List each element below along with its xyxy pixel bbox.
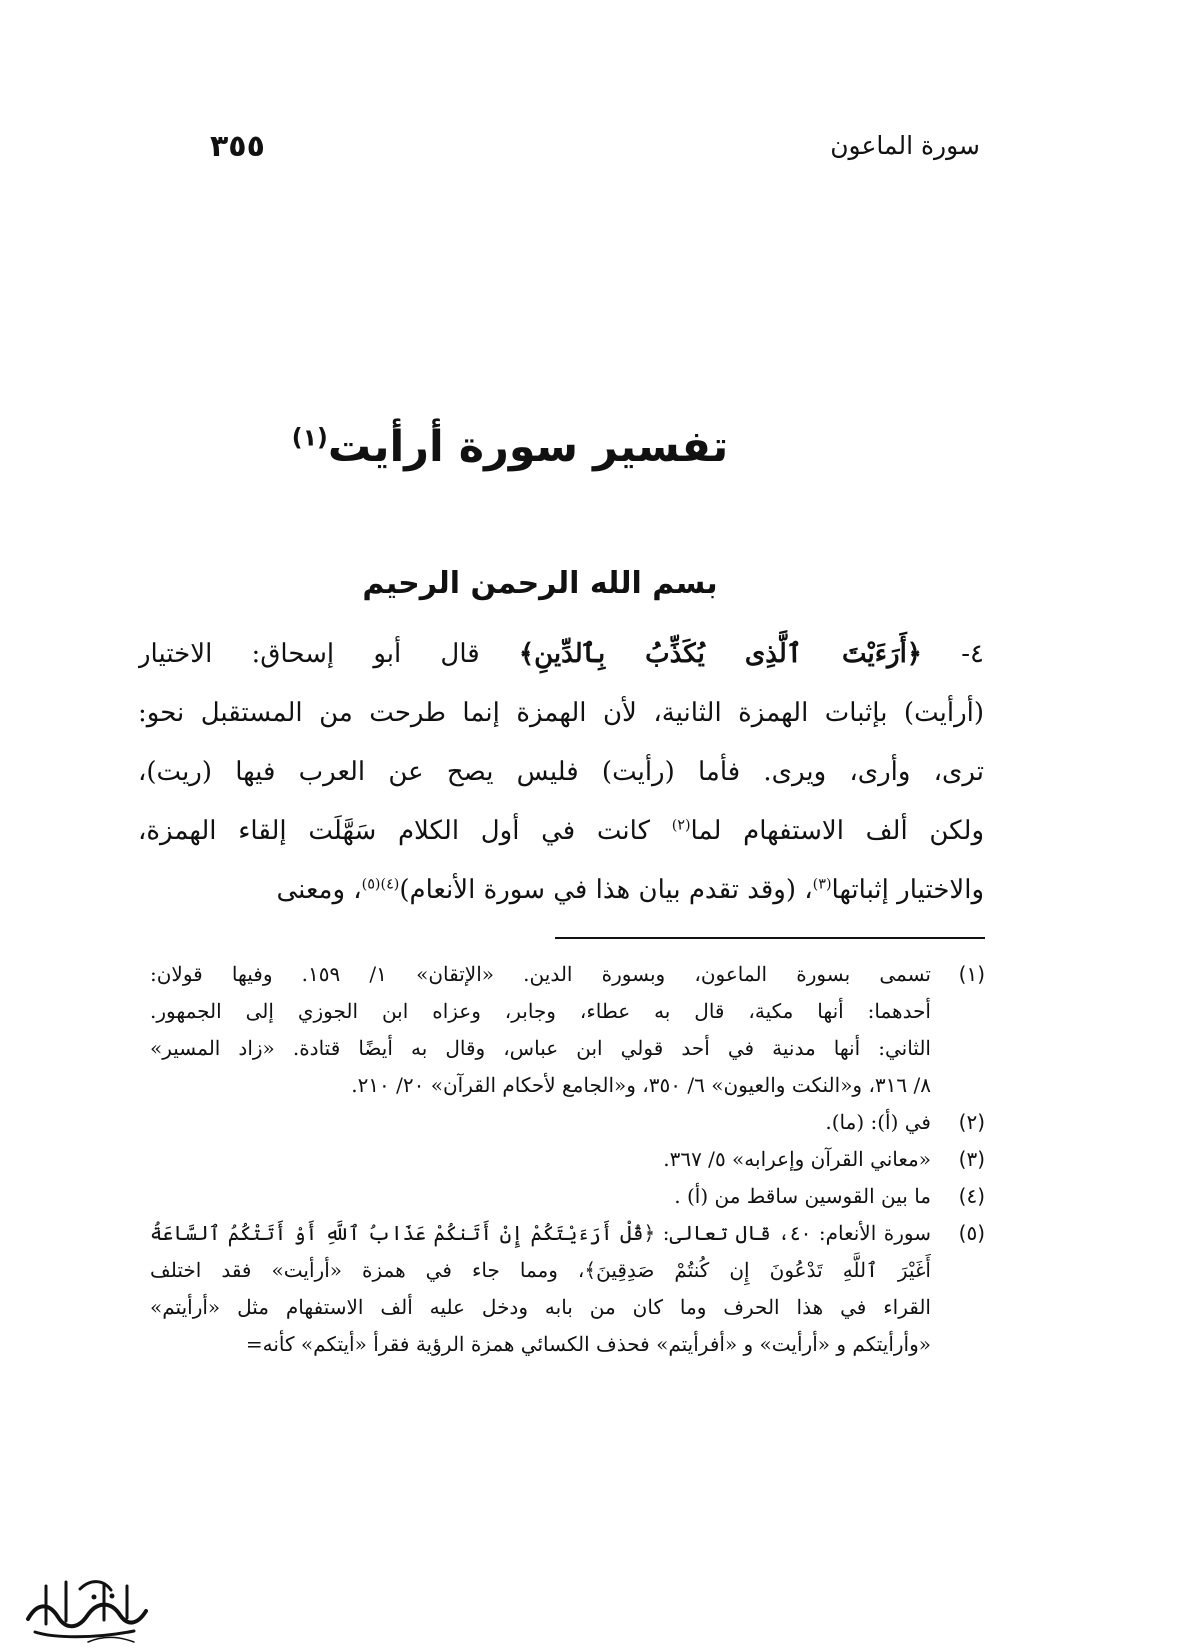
footnote-number: (٤)	[958, 1184, 985, 1208]
footnote-line: ٨/ ٣١٦، و«النكت والعيون» ٦/ ٣٥٠، و«الجامع لأحكام القرآن» ٢٠/ ٢١٠.	[351, 1073, 931, 1097]
main-line-5-before: والاختيار إثباتها	[831, 875, 984, 905]
footnote-line: القراء في هذا الحرف وما كان من بابه ودخل عليه ألف الاستفهام مثل «أرأيتم»	[150, 1295, 931, 1319]
footnote-4	[150, 1178, 985, 1215]
main-text	[138, 625, 984, 920]
footnotes	[150, 956, 985, 1363]
footnote-2	[150, 1104, 985, 1141]
footnote-body	[150, 956, 931, 1104]
footnote-ref-5: (٥)	[361, 876, 381, 893]
footnote-ref-4: (٤)	[380, 876, 400, 893]
footnote-body	[150, 1141, 931, 1178]
footnote-1	[150, 956, 985, 1104]
main-line-5-middle: ، (وقد تقدم بيان هذا في سورة الأنعام)	[399, 875, 813, 905]
footnote-body	[150, 1104, 931, 1141]
verse-number: ٤-	[961, 639, 984, 669]
footnote-number: (١)	[958, 962, 985, 986]
chapter-title	[260, 418, 760, 476]
footnote-line: في (أ): (ما).	[825, 1110, 931, 1134]
footnote-number: (٣)	[958, 1147, 985, 1171]
main-line-4	[138, 802, 984, 861]
main-line-3: ترى، وأرى، ويرى. فأما (رأيت) فليس يصح عن العرب فيها (ريت)،	[138, 757, 984, 787]
main-line-5	[138, 861, 984, 920]
footnote-line: سورة الأنعام: ٤٠، قال تعالى: ﴿قُلْ أَرَءَيْتَكُمْ إِنْ أَتَنكُمْ عَذَابُ ٱللَّهِ أَوْ أَتَتْكُمُ ٱلسَّاعَةُ	[150, 1221, 931, 1245]
footnote-body	[150, 1178, 931, 1215]
running-header	[210, 128, 980, 172]
footnote-3	[150, 1141, 985, 1178]
main-line-4-before: ولكن ألف الاستفهام لما	[690, 816, 984, 846]
main-line-5-after: ، ومعنى	[276, 875, 362, 905]
page-number: ٣٥٥	[210, 129, 265, 164]
footnote-line: ما بين القوسين ساقط من (أ) .	[674, 1184, 931, 1208]
footnote-line: أَغَيْرَ ٱللَّهِ تَدْعُونَ إِن كُنتُمْ صَدِقِينَ﴾، ومما جاء في همزة «أرأيت» فقد اختلف	[150, 1258, 931, 1282]
surah-name: سورة الماعون	[830, 131, 980, 160]
main-line-2: (أرأيت) بإثبات الهمزة الثانية، لأن الهمزة إنما طرحت من المستقبل نحو:	[138, 698, 984, 728]
footnote-line: أحدهما: أنها مكية، قال به عطاء، وجابر، وعزاه ابن الجوزي إلى الجمهور.	[150, 999, 931, 1023]
footnote-line: «وأرأيتكم و «أرأيت» و «أفرأيتم» فحذف الكسائي همزة الرؤية فقرأ «أيتكم» كأنه=	[245, 1332, 931, 1356]
footnote-line: «معاني القرآن وإعرابه» ٥/ ٣٦٧.	[663, 1147, 931, 1171]
footnote-5	[150, 1215, 985, 1363]
chapter-title-note: (١)	[291, 423, 328, 452]
footnote-body	[150, 1215, 931, 1363]
footnote-ref-2: (٢)	[671, 817, 691, 834]
footnote-ref-3: (٣)	[812, 876, 832, 893]
basmala: بسم الله الرحمن الرحيم	[362, 566, 718, 601]
main-line-4-after: كانت في أول الكلام سَهَّلَت إلقاء الهمزة،	[138, 816, 650, 846]
chapter-title-text: تفسير سورة أرأيت	[327, 422, 729, 472]
footnote-line: تسمى بسورة الماعون، وبسورة الدين. «الإتقان» ١/ ١٥٩. وفيها قولان:	[150, 962, 931, 986]
footnote-separator	[555, 937, 985, 939]
main-line-1-rest: قال أبو إسحاق: الاختيار	[138, 639, 480, 669]
quran-verse: ﴿أَرَءَيْتَ ٱلَّذِى يُكَذِّبُ بِٱلدِّينِ﴾	[518, 639, 923, 669]
footnote-line: الثاني: أنها مدنية في أحد قولي ابن عباس، وقال به أيضًا قتادة. «زاد المسير»	[150, 1036, 931, 1060]
footnote-number: (٢)	[958, 1110, 985, 1134]
calligraphy-logo-icon	[8, 1566, 153, 1646]
main-line-1	[138, 625, 984, 684]
footnote-number: (٥)	[958, 1221, 985, 1245]
